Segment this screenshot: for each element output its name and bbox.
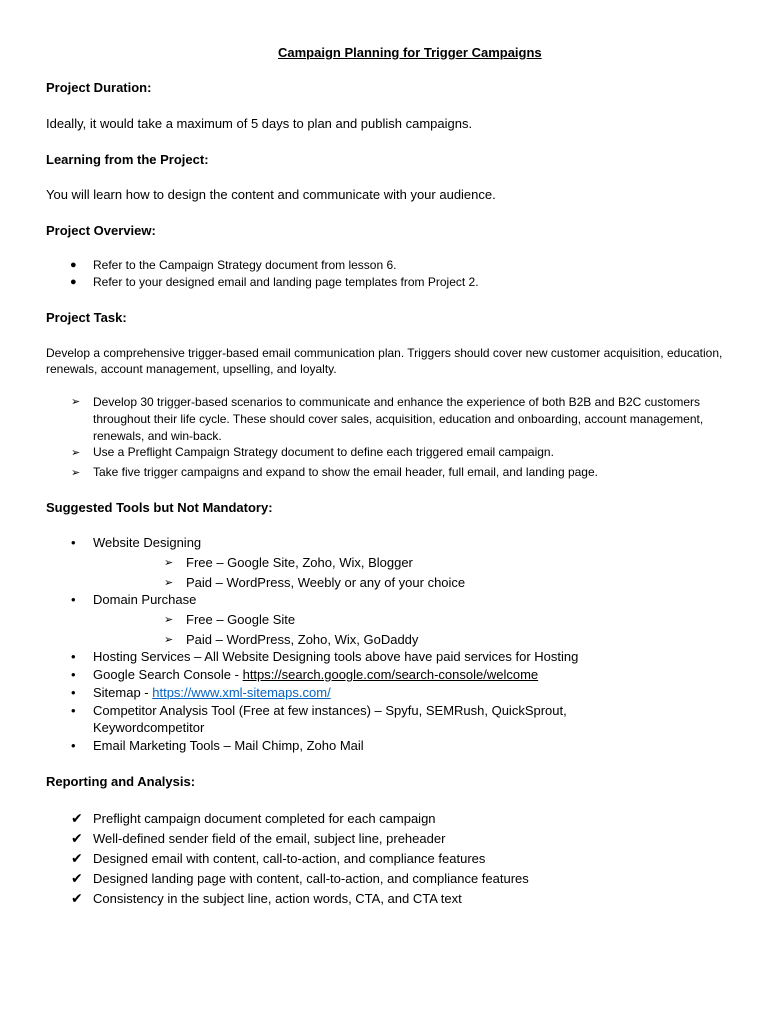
duration-heading: Project Duration: [46,80,152,95]
checkmark-icon: ✔ [71,830,83,846]
gsc-link[interactable]: https://search.google.com/search-console/welcome [242,667,539,682]
bullet-dot-icon: • [71,685,76,700]
tools-website-free: Free – Google Site, Zoho, Wix, Blogger [186,555,413,570]
arrow-bullet-icon: ➢ [164,614,174,626]
task-heading: Project Task: [46,310,127,325]
tools-domain-paid: Paid – WordPress, Zoho, Wix, GoDaddy [186,632,419,647]
gsc-label: Google Search Console - [93,667,243,682]
tools-competitor-line2: Keywordcompetitor [93,720,205,735]
task-item: Take five trigger campaigns and expand to show the email header, full email, and landing page. [93,465,598,479]
bullet-dot-icon: • [71,667,76,682]
arrow-bullet-icon: ➢ [164,634,174,646]
arrow-bullet-icon: ➢ [164,577,174,589]
bullet-dot-icon: • [71,649,76,664]
tools-sitemap [93,685,331,700]
tools-domain-label: Domain Purchase [93,592,197,607]
arrow-bullet-icon: ➢ [71,396,81,408]
task-intro: Develop a comprehensive trigger-based email communication plan. Triggers should cover new customer acquisition, education, renewals, account management, upselling, and loyalty. [46,346,723,376]
learning-heading: Learning from the Project: [46,152,209,167]
tools-heading: Suggested Tools but Not Mandatory: [46,500,273,515]
arrow-bullet-icon: ➢ [71,447,81,459]
tools-email: Email Marketing Tools – Mail Chimp, Zoho Mail [93,738,364,753]
learning-text: You will learn how to design the content and communicate with your audience. [46,187,496,202]
overview-heading: Project Overview: [46,223,156,238]
tools-website-label: Website Designing [93,535,202,550]
tools-hosting: Hosting Services – All Website Designing tools above have paid services for Hosting [93,649,579,664]
bullet-dot-icon: ● [70,259,77,271]
checkmark-icon: ✔ [71,890,83,906]
bullet-dot-icon: • [71,738,76,753]
checkmark-icon: ✔ [71,810,83,826]
sitemap-label: Sitemap - [93,685,153,700]
overview-item: Refer to your designed email and landing page templates from Project 2. [93,275,479,289]
tools-competitor-line1: Competitor Analysis Tool (Free at few instances) – Spyfu, SEMRush, QuickSprout, [93,703,567,718]
checkmark-icon: ✔ [71,850,83,866]
reporting-item: Preflight campaign document completed for each campaign [93,811,436,826]
arrow-bullet-icon: ➢ [71,467,81,479]
reporting-item: Well-defined sender field of the email, subject line, preheader [93,831,446,846]
bullet-dot-icon: • [71,703,76,718]
task-item: Use a Preflight Campaign Strategy document to define each triggered email campaign. [93,445,554,459]
tools-domain-free: Free – Google Site [186,612,296,627]
overview-item: Refer to the Campaign Strategy document from lesson 6. [93,258,397,272]
task-item: Develop 30 trigger-based scenarios to communicate and enhance the experience of both B2B and B2C customers throughout their life cycle. These should cover sales, acquisition, education and onboarding, account management, renewals, and win-back. [93,395,704,443]
reporting-item: Designed email with content, call-to-action, and compliance features [93,851,486,866]
arrow-bullet-icon: ➢ [164,557,174,569]
duration-text: Ideally, it would take a maximum of 5 days to plan and publish campaigns. [46,116,473,131]
checkmark-icon: ✔ [71,870,83,886]
tools-website-paid: Paid – WordPress, Weebly or any of your choice [186,575,466,590]
page-title: Campaign Planning for Trigger Campaigns [278,45,542,60]
sitemap-link[interactable]: https://www.xml-sitemaps.com/ [152,685,331,700]
reporting-item: Consistency in the subject line, action words, CTA, and CTA text [93,891,462,906]
reporting-heading: Reporting and Analysis: [46,774,196,789]
tools-gsc [93,667,538,682]
reporting-item: Designed landing page with content, call-to-action, and compliance features [93,871,529,886]
bullet-dot-icon: • [71,535,76,550]
bullet-dot-icon: • [71,592,76,607]
bullet-dot-icon: ● [70,276,77,288]
